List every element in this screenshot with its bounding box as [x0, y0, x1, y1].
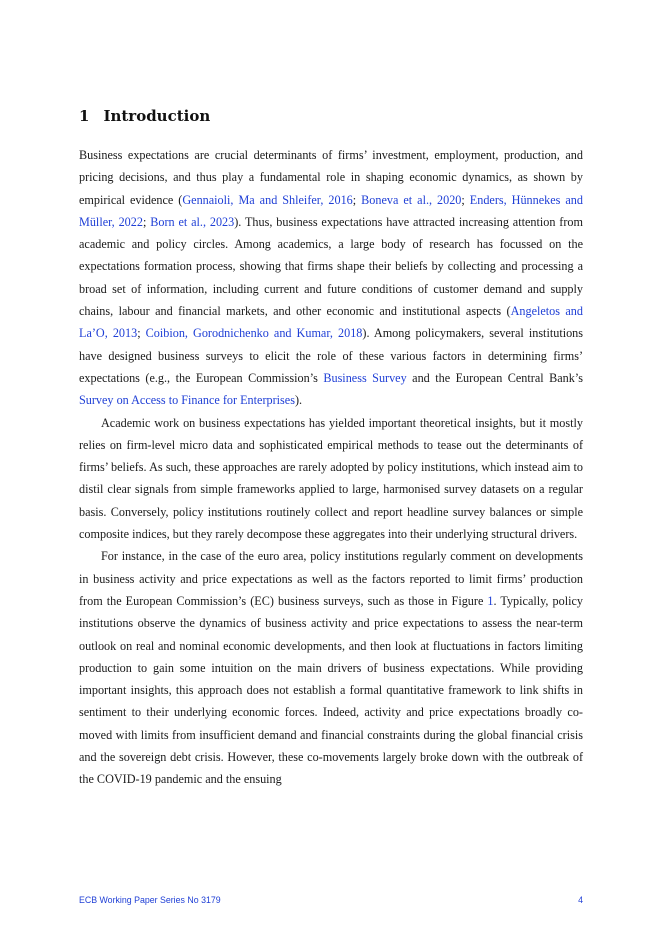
separator: ; [352, 192, 362, 207]
text-span: ). Thus, business expectations have attracted increasing attention from academic and policy circles. Among academics, a large body of research has focussed on the expectations formation process, showing that firms shape their beliefs by collecting and processing a broad set of information, including current and future conditions of customer demand and supply chains, labour and financial markets, and other economic and institutional aspects ( [79, 214, 583, 319]
text-span: For instance, in the case of the euro area, policy institutions regularly comment on developments in business activity and price expectations as well as the factors reported to limit firms’ production from the European Commission’s (EC) business surveys, such as those in Figure [79, 549, 583, 608]
paragraph-2: Academic work on business expectations has yielded important theoretical insights, but it mostly relies on firm-level micro data and sophisticated empirical methods to tease out the determinants of firms’ beliefs. As such, these approaches are rarely adopted by policy institutions, which instead aim to distil clear signals from simple frameworks applied to large, harmonised survey datasets on a regular basis. Conversely, policy institutions routinely collect and report headline survey balances or simple composite indices, but they rarely decompose these aggregates into their underlying structural drivers. [79, 415, 583, 542]
footer-series: ECB Working Paper Series No 3179 [79, 895, 221, 905]
separator: ; [461, 192, 470, 207]
text-span: ). [294, 393, 303, 408]
citation-link[interactable]: Gennaioli, Ma and Shleifer, 2016 [182, 192, 353, 207]
text-span: and the European Central Bank’s [406, 370, 583, 385]
body-text [79, 144, 583, 791]
citation-link[interactable]: Born et al., 2023 [150, 214, 235, 229]
text-span: ). Among policymakers, several institutions have designed business surveys to elicit the role of these various factors in determining firms’ expectations (e.g., the European Commission’s [79, 326, 584, 385]
citation-link[interactable]: Boneva et al., 2020 [361, 192, 462, 207]
text-span: Business expectations are crucial determinants of firms’ investment, employment, production, and pricing decisions, and thus play a fundamental role in shaping economic dynamics, as shown by empirical evidence ( [79, 148, 583, 207]
separator: ; [142, 214, 151, 229]
safe-survey-link[interactable]: Survey on Access to Finance for Enterprises [79, 393, 295, 408]
section-heading [79, 107, 210, 125]
citation-link[interactable]: Enders, Hünnekes and Müller, 2022 [79, 192, 583, 229]
figure-reference-link[interactable]: 1 [487, 593, 494, 608]
separator: ; [137, 326, 146, 341]
text-span: . Typically, policy institutions observe the dynamics of business activity and price expectations to assess the near-term outlook on real and nominal economic developments, and then look at fluctuations in factors limiting production to gain some intuition on the main drivers of business expectations. While providing important insights, this approach does not establish a formal quantitative framework to link shifts in sentiment to their underlying economic forces. Indeed, activity and price expectations broadly co-moved with limits from insufficient demand and financial constraints during the global financial crisis and the sovereign debt crisis. However, these co-movements largely broke down with the outbreak of the COVID-19 pandemic and the ensuing [79, 593, 583, 787]
citation-link[interactable]: Angeletos and La’O, 2013 [79, 304, 583, 341]
citation-link[interactable]: Coibion, Gorodnichenko and Kumar, 2018 [145, 326, 363, 341]
page-number: 4 [578, 895, 583, 905]
paragraph-1 [79, 144, 583, 412]
section-number: 1 [79, 107, 90, 125]
paragraph-3 [79, 545, 583, 790]
business-survey-link[interactable]: Business Survey [323, 370, 407, 385]
section-title: Introduction [103, 107, 211, 125]
